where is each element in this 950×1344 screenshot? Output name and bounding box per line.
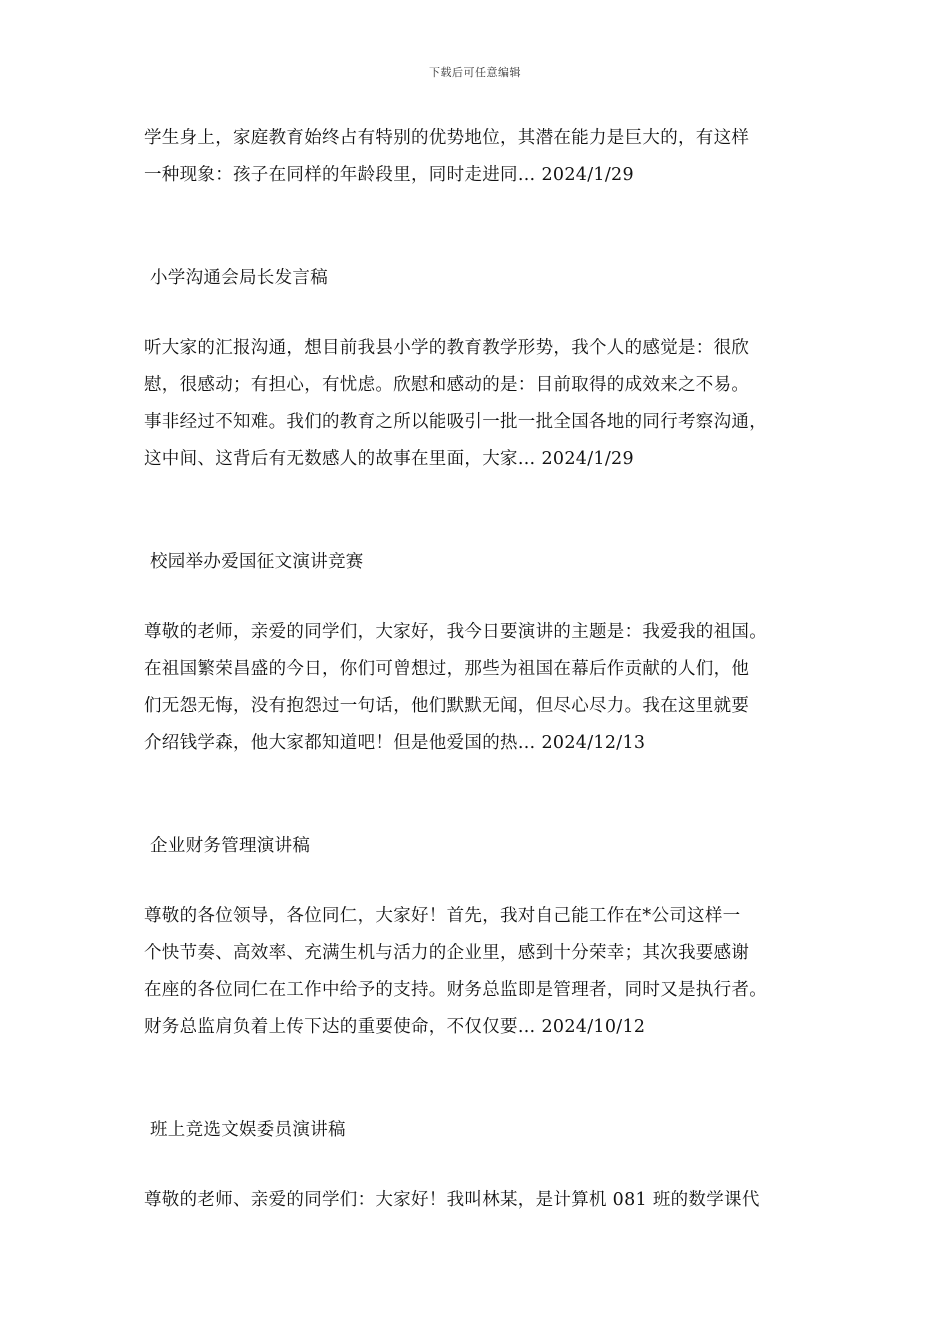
article-title: 班上竞选文娱委员演讲稿 xyxy=(150,1120,346,1140)
article-title: 小学沟通会局长发言稿 xyxy=(150,268,328,288)
paragraph-line: 慰，很感动；有担心，有忧虑。欣慰和感动的是：目前取得的成效来之不易。 xyxy=(144,375,750,395)
paragraph-line: 个快节奏、高效率、充满生机与活力的企业里，感到十分荣幸；其次我要感谢 xyxy=(144,943,750,963)
article-title: 企业财务管理演讲稿 xyxy=(150,836,311,856)
paragraph-line: 在祖国繁荣昌盛的今日，你们可曾想过，那些为祖国在幕后作贡献的人们，他 xyxy=(144,659,750,679)
page-header: 下载后可任意编辑 xyxy=(429,66,521,79)
paragraph-line: 在座的各位同仁在工作中给予的支持。财务总监即是管理者，同时又是执行者。 xyxy=(144,980,767,1000)
paragraph-line: 这中间、这背后有无数感人的故事在里面，大家… 2024/1/29 xyxy=(144,449,634,469)
paragraph-line: 们无怨无悔，没有抱怨过一句话，他们默默无闻，但尽心尽力。我在这里就要 xyxy=(144,696,750,716)
paragraph-line: 学生身上，家庭教育始终占有特别的优势地位，其潜在能力是巨大的，有这样 xyxy=(144,128,750,148)
paragraph-line: 尊敬的老师，亲爱的同学们，大家好，我今日要演讲的主题是：我爱我的祖国。 xyxy=(144,622,767,642)
paragraph-line: 一种现象：孩子在同样的年龄段里，同时走进同… 2024/1/29 xyxy=(144,165,634,185)
paragraph-line: 尊敬的老师、亲爱的同学们：大家好！我叫林某，是计算机 081 班的数学课代 xyxy=(144,1190,760,1210)
paragraph-line: 介绍钱学森，他大家都知道吧！但是他爱国的热… 2024/12/13 xyxy=(144,733,646,753)
paragraph-line: 听大家的汇报沟通，想目前我县小学的教育教学形势，我个人的感觉是：很欣 xyxy=(144,338,750,358)
article-title: 校园举办爱国征文演讲竞赛 xyxy=(150,552,364,572)
paragraph-line: 尊敬的各位领导，各位同仁，大家好！首先，我对自己能工作在*公司这样一 xyxy=(144,906,741,926)
paragraph-line: 财务总监肩负着上传下达的重要使命，不仅仅要… 2024/10/12 xyxy=(144,1017,646,1037)
paragraph-line: 事非经过不知难。我们的教育之所以能吸引一批一批全国各地的同行考察沟通， xyxy=(144,412,767,432)
